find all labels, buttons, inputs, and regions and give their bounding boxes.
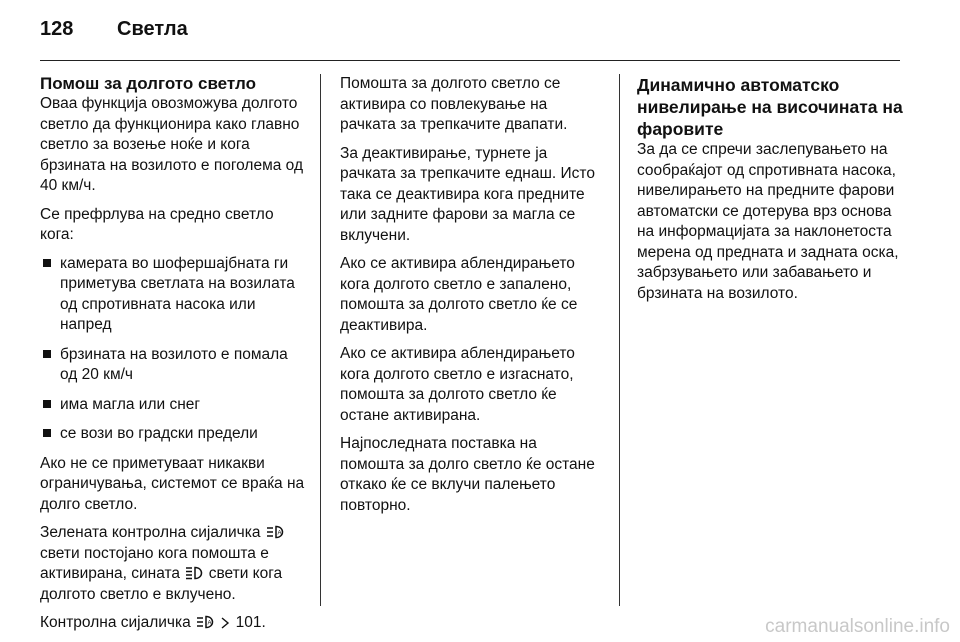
- bullet-square-icon: [43, 350, 51, 358]
- column-3: [637, 74, 905, 312]
- list-item-text: брзината на возилото е помала од 20 км/ч: [60, 345, 288, 383]
- list-item-text: камерата во шофершајбната ги приметува светлата на возилата од спротивната насока или напред: [60, 254, 295, 333]
- paragraph: Најпоследната поставка на помошта за долго светло ќе остане откако ќе се вклучи палењето повторно.: [340, 435, 595, 514]
- high-beam-assist-icon: [196, 615, 214, 629]
- paragraph: [40, 613, 305, 634]
- svg-text:A: A: [207, 620, 212, 627]
- page-reference: 101.: [235, 614, 266, 631]
- bullet-square-icon: [43, 259, 51, 267]
- paragraph: [40, 523, 305, 605]
- column-1: [40, 74, 305, 642]
- paragraph: Ако не се приметуваат никакви ограничувања, системот се враќа на долго светло.: [40, 454, 305, 513]
- column-divider: [619, 74, 620, 606]
- high-beam-assist-icon: [266, 525, 284, 539]
- high-beam-icon: [185, 566, 203, 580]
- header-rule: [40, 60, 900, 61]
- svg-text:A: A: [277, 530, 282, 537]
- chapter-title: Светла: [117, 18, 188, 40]
- list-item: [40, 395, 305, 416]
- list-item: [40, 424, 305, 445]
- page-reference-arrow-icon: [220, 617, 230, 629]
- text: свети кога долгото светло е вклучено.: [40, 565, 283, 603]
- text: Контролна сијаличка: [40, 614, 191, 631]
- bullet-square-icon: [43, 400, 51, 408]
- paragraph: Оваа функција овозможува долгото светло да функционира како главно светло за возење ноќе и кога брзината на возилото е поголема од 40 км/ч.: [40, 95, 303, 194]
- list-item-text: се вози во градски предели: [60, 425, 258, 442]
- paragraph: За деактивирање, турнете ја рачката за трепкачите еднаш. Исто така се деактивира кога предните или задните фарови за магла се вклучени.: [340, 144, 595, 244]
- list-item: [40, 254, 305, 336]
- paragraph: Ако се активира аблендирањето кога долгото светло е запалено, помошта за долгото светло ќе се деактивира.: [340, 255, 578, 334]
- bullet-list: [40, 254, 305, 445]
- footer-watermark: carmanualsonline.info: [765, 616, 950, 637]
- paragraph: За да се спречи заслепувањето на сообраќајот од спротивната насока, нивелирањето на предните фарови автоматски се дотерува врз основа на информацијата за наклонетоста мерена од предната и задната оска, забрзувањето или забавањето и брзината на возилото.: [637, 141, 899, 302]
- section-heading-high-beam-assist: Помош за долгото светло: [40, 74, 256, 93]
- text: свети постојано кога помошта е активирана, сината: [40, 544, 269, 582]
- section-heading-headlight-levelling: Динамично автоматско нивелирање на височината на фаровите: [637, 75, 903, 139]
- text: Зелената контролна сијаличка: [40, 524, 261, 541]
- column-2: [340, 74, 605, 524]
- list-item-text: има магла или снег: [60, 395, 201, 413]
- page-number: 128: [40, 18, 74, 40]
- paragraph: Помошта за долгото светло се активира со повлекување на рачката за трепкачите двапати.: [340, 75, 568, 133]
- paragraph: Ако се активира аблендирањето кога долгото светло е изгаснато, помошта за долгото светло ќе остане активирана.: [340, 345, 575, 424]
- bullet-square-icon: [43, 429, 51, 437]
- list-item: [40, 345, 305, 386]
- column-divider: [320, 74, 321, 606]
- paragraph: Се префрлува на средно светло кога:: [40, 205, 274, 243]
